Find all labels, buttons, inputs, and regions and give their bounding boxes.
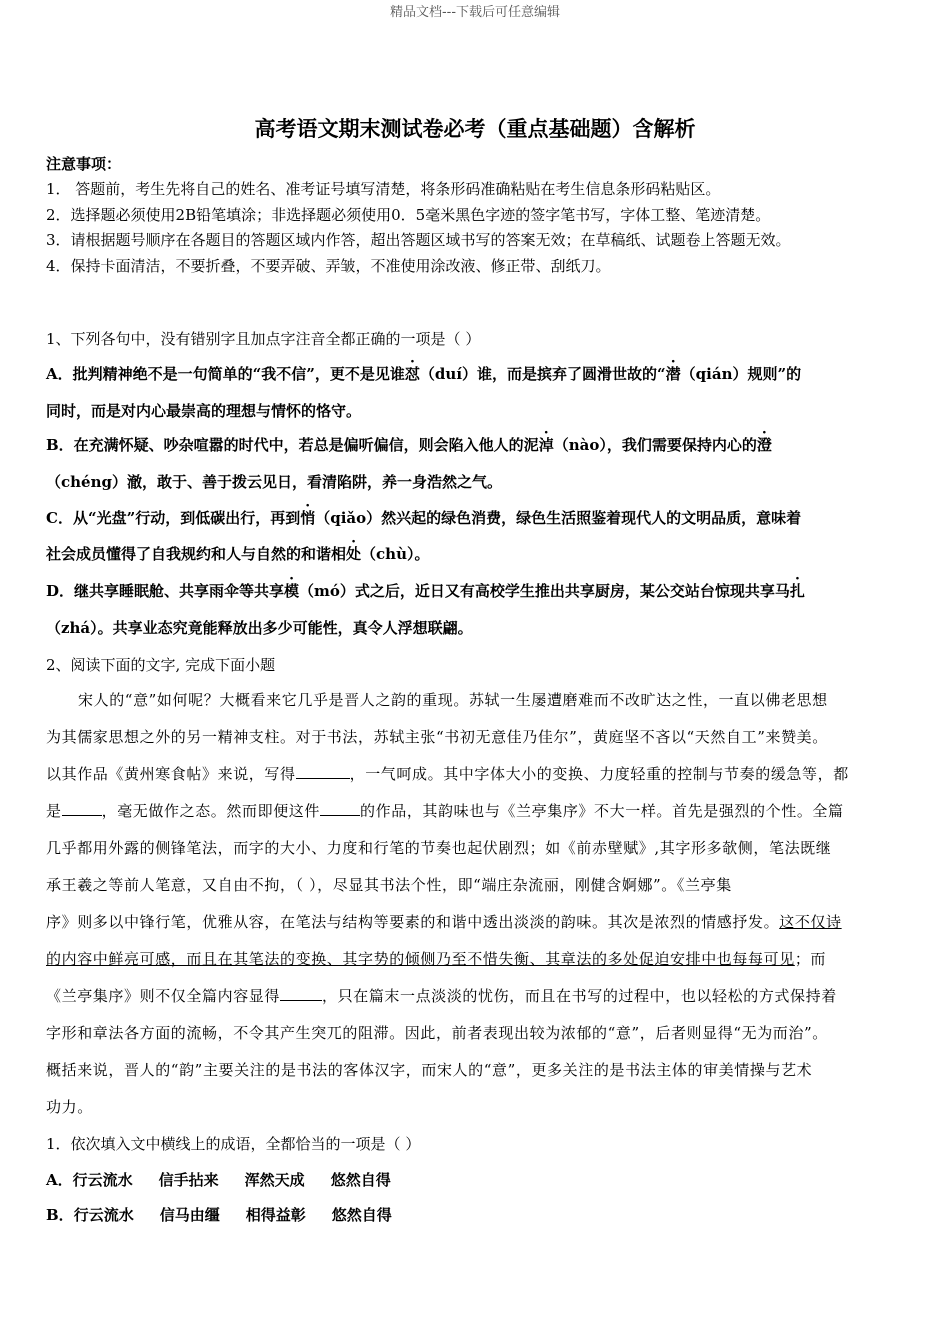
- fill-blank: [296, 764, 350, 779]
- notice-heading: 注意事项：: [46, 155, 122, 173]
- dotted-char: 淖: [538, 436, 554, 454]
- q1-option-c-line1: [46, 507, 801, 528]
- essay-line: [46, 985, 837, 1006]
- option-label: B．: [46, 1206, 74, 1224]
- dotted-char: 悄: [300, 509, 316, 527]
- text-segment: ，一气呵成。其中字体大小的变换、力度轻重的控制与节奏的缓急等，都: [349, 765, 849, 783]
- notice-item: 3．请根据题号顺序在各题目的答题区域内作答，超出答题区域书写的答案无效；在草稿纸、试题卷上答题无效。: [46, 231, 791, 249]
- text-segment: ，只在篇末一点淡淡的忧伤，而且在书写的过程中，也以轻松的方式保持着: [322, 987, 837, 1005]
- option-item: 行云流水: [72, 1171, 133, 1189]
- text-segment: C．从“光盘”行动，到低碳出行，再到: [46, 509, 301, 527]
- option-item: 悠然自得: [331, 1206, 392, 1224]
- text-segment: ，毫无做作之态。然而即便这件: [101, 802, 321, 820]
- fill-blank: [320, 801, 360, 816]
- option-item: 浑然天成: [244, 1171, 305, 1189]
- text-segment: ；而: [794, 950, 827, 968]
- essay-line: 功力。: [46, 1098, 93, 1116]
- notice-item: 1． 答题前，考生先将自己的姓名、准考证号填写清楚，将条形码准确粘贴在考生信息条形码粘贴区。: [46, 180, 721, 198]
- text-segment: （chù）。: [361, 545, 430, 563]
- option-item: 相得益彰: [245, 1206, 306, 1224]
- dotted-char: 模: [284, 582, 300, 600]
- essay-line: 宋人的“意”如何呢？大概看来它几乎是晋人之韵的重现。苏轼一生屡遭磨难而不改旷达之性，一直以佛老思想: [78, 691, 828, 709]
- dotted-char: 处: [346, 545, 362, 563]
- notice-item: 2．选择题必须使用2B铅笔填涂；非选择题必须使用0．5毫米黑色字迹的签字笔书写，字体工整、笔迹清楚。: [46, 206, 771, 224]
- question-1-stem: 1、下列各句中，没有错别字且加点字注音全都正确的一项是（ ）: [46, 330, 481, 348]
- option-label: A．: [46, 1171, 73, 1189]
- notice-item: 4．保持卡面清洁，不要折叠，不要弄破、弄皱，不准使用涂改液、修正带、刮纸刀。: [46, 257, 611, 275]
- text-segment: （qiǎo）然兴起的绿色消费，绿色生活照鉴着现代人的文明品质，意味着: [315, 509, 802, 527]
- text-segment: 序》则多以中锋行笔，优雅从容，在笔法与结构等要素的和谐中透出淡淡的韵味。其次是浓烈的情感抒发。: [46, 913, 780, 931]
- essay-line: 承王羲之等前人笔意，又自由不拘，（ ），尽显其书法个性，即“端庄杂流丽，刚健含婀娜”。《兰亭集: [46, 876, 732, 894]
- q1-option-d-line2: （zhá）。共享业态究竟能释放出多少可能性，真令人浮想联翩。: [46, 619, 473, 637]
- question-2-stem: 2、阅读下面的文字, 完成下面小题: [46, 656, 276, 674]
- essay-line: 概括来说，晋人的“韵”主要关注的是书法的客体汉字，而宋人的“意”，更多关注的是书法主体的审美情操与艺术: [46, 1061, 813, 1079]
- text-segment: 是: [46, 802, 62, 820]
- text-segment: （duí）谁，而是摈弃了圆滑世故的“: [419, 365, 666, 383]
- text-segment: B．在充满怀疑、吵杂喧嚣的时代中，若总是偏听偏信，则会陷入他人的泥: [46, 436, 539, 454]
- text-segment: 社会成员懂得了自我规约和人与自然的和谐相: [46, 545, 347, 563]
- underlined-text: 的内容中鲜亮可感，而且在其笔法的变换、其字势的倾侧乃至不惜失衡、其章法的多处促迫安排中也每每可见: [46, 950, 795, 968]
- text-segment: （nào），我们需要保持内心的: [553, 436, 757, 454]
- dotted-char: 扎: [789, 582, 805, 600]
- text-segment: A．批判精神绝不是一句简单的“我不信”，更不是见谁: [46, 365, 405, 383]
- option-item: 悠然自得: [330, 1171, 391, 1189]
- text-segment: 以其作品《黄州寒食帖》来说，写得: [46, 765, 296, 783]
- page-header: 精品文档---下载后可任意编辑: [389, 5, 561, 20]
- sub1-option-a: [46, 1169, 391, 1190]
- essay-line: [46, 911, 842, 932]
- essay-line: [46, 800, 844, 821]
- text-segment: 的作品，其韵味也与《兰亭集序》不大一样。首先是强烈的个性。全篇: [360, 802, 844, 820]
- sub-question-1-stem: 1．依次填入文中横线上的成语，全都恰当的一项是（ ）: [46, 1135, 421, 1153]
- fill-blank: [280, 986, 322, 1001]
- q1-option-b-line1: [46, 434, 772, 455]
- option-item: 信手拈来: [158, 1171, 219, 1189]
- essay-line: 几乎都用外露的侧锋笔法，而字的大小、力度和行笔的节奏也起伏剧烈；如《前赤壁赋》,其字形多欹侧，笔法既继: [46, 839, 832, 857]
- sub1-option-b: [46, 1204, 392, 1225]
- essay-line: [46, 948, 826, 969]
- option-item: 信马由缰: [159, 1206, 220, 1224]
- dotted-char: 怼: [404, 365, 420, 383]
- q1-option-a-line1: [46, 363, 801, 384]
- essay-line: 字形和章法各方面的流畅，不令其产生突兀的阻滞。因此，前者表现出较为浓郁的“意”，后者则显得“无为而治”。: [46, 1024, 828, 1042]
- text-segment: （qián）规则”的: [680, 365, 802, 383]
- dotted-char: 潜: [665, 365, 681, 383]
- essay-line: 为其儒家思想之外的另一精神支柱。对于书法，苏轼主张“书初无意佳乃佳尔”，黄庭坚不吝以“天然自工”来赞美。: [46, 728, 828, 746]
- essay-line: [46, 763, 849, 784]
- document-title: 高考语文期末测试卷必考（重点基础题）含解析: [254, 117, 696, 141]
- q1-option-b-line2: （chéng）澈，敢于、善于拨云见日，看清陷阱，养一身浩然之气。: [46, 473, 502, 491]
- q1-option-c-line2: [46, 543, 429, 564]
- q1-option-d-line1: [46, 580, 805, 601]
- option-item: 行云流水: [73, 1206, 134, 1224]
- text-segment: （mó）式之后，近日又有高校学生推出共享厨房，某公交站台惊现共享马: [299, 582, 790, 600]
- dotted-char: 澄: [756, 436, 772, 454]
- underlined-text: 这不仅诗: [779, 913, 842, 931]
- q1-option-a-line2: 同时，而是对内心最崇高的理想与情怀的恪守。: [46, 402, 362, 420]
- text-segment: 《兰亭集序》则不仅全篇内容显得: [46, 987, 281, 1005]
- text-segment: D．继共享睡眠舱、共享雨伞等共享: [46, 582, 285, 600]
- fill-blank: [62, 801, 102, 816]
